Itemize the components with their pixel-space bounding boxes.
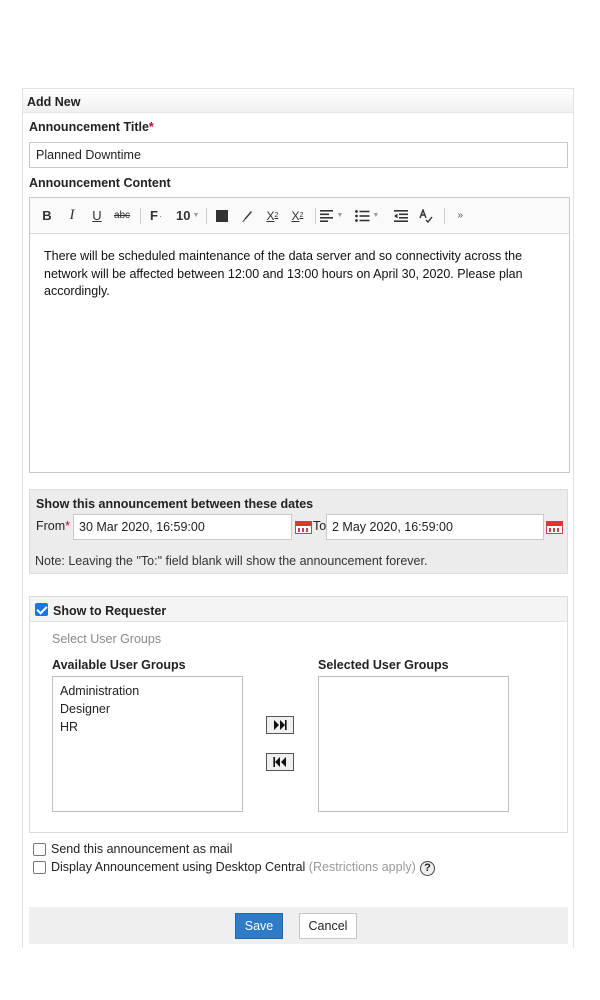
form-actions: [29, 907, 568, 944]
chevron-down-icon: ▼: [192, 212, 200, 219]
restrictions-link[interactable]: (Restrictions apply): [308, 860, 416, 874]
double-arrow-left-icon: [273, 757, 287, 767]
outdent-button[interactable]: [390, 205, 412, 227]
send-mail-label: Send this announcement as mail: [51, 842, 233, 856]
panel-title: Add New: [23, 89, 573, 113]
subscript-icon: X: [266, 208, 275, 223]
save-button[interactable]: Save: [235, 913, 283, 939]
announcement-title-label-text: Announcement Title: [29, 120, 149, 134]
font-size-value: 10: [176, 208, 191, 223]
move-left-button[interactable]: [266, 753, 294, 771]
superscript-icon: X: [291, 208, 300, 223]
cancel-button[interactable]: Cancel: [299, 913, 357, 939]
font-size-dropdown[interactable]: [176, 205, 199, 227]
selected-groups-label: Selected User Groups: [318, 658, 449, 672]
show-to-requester-checkbox[interactable]: [35, 603, 48, 616]
desktop-central-label-text: Display Announcement using Desktop Central: [51, 860, 306, 874]
brush-icon: [240, 209, 254, 223]
toolbar-separator: [140, 208, 141, 224]
from-date-input[interactable]: 30 Mar 2020, 16:59:00: [73, 514, 292, 540]
announcement-content-text[interactable]: There will be scheduled maintenance of the data server and so connectivity across the network will be affected between 12:00 and 13:00 hours on April 30, 2020. Please plan accordingly.: [44, 249, 523, 298]
superscript-icon-sup: 2: [299, 212, 304, 219]
desktop-central-checkbox[interactable]: [33, 861, 46, 874]
align-left-icon: [320, 210, 334, 222]
date-range-section: [29, 489, 568, 574]
list-item[interactable]: Administration: [60, 684, 140, 698]
toolbar-spacer: [350, 208, 351, 224]
toolbar-separator: [315, 208, 316, 224]
requester-header: [30, 597, 567, 622]
double-arrow-right-icon: [273, 720, 287, 730]
subscript-icon-sub: 2: [274, 212, 279, 219]
announcement-title-label: [29, 120, 154, 134]
align-dropdown[interactable]: [320, 205, 343, 227]
to-label: To: [313, 519, 327, 533]
color-swatch-icon: [216, 210, 228, 222]
from-label: [36, 519, 70, 533]
font-dot-icon: ·: [158, 210, 162, 221]
font-icon: F: [150, 208, 158, 223]
available-groups-list[interactable]: [52, 676, 243, 812]
date-range-title: Show this announcement between these dates: [36, 497, 314, 511]
from-label-text: From: [36, 519, 66, 533]
calendar-icon[interactable]: [546, 521, 563, 534]
chevron-down-icon: ▼: [372, 212, 380, 219]
strikethrough-button[interactable]: abc: [113, 210, 131, 221]
desktop-central-label: [51, 860, 416, 874]
move-right-button[interactable]: [266, 716, 294, 734]
requester-section: [29, 596, 568, 833]
required-mark: *: [65, 519, 71, 533]
calendar-icon[interactable]: [295, 521, 312, 534]
announcement-title-input[interactable]: Planned Downtime: [29, 142, 568, 168]
bullet-list-icon: [355, 210, 370, 222]
superscript-button[interactable]: [286, 205, 308, 227]
show-to-requester-label: Show to Requester: [53, 604, 167, 618]
announcement-content-label: Announcement Content: [29, 176, 171, 190]
add-announcement-panel: [22, 88, 574, 948]
toolbar-separator: [206, 208, 207, 224]
send-mail-checkbox[interactable]: [33, 843, 46, 856]
font-family-dropdown[interactable]: [145, 205, 167, 227]
editor-toolbar: [30, 198, 569, 234]
spell-check-icon: [419, 209, 433, 223]
available-groups-label: Available User Groups: [52, 658, 186, 672]
rich-text-editor[interactable]: [29, 197, 570, 473]
underline-button[interactable]: U: [92, 208, 102, 223]
double-chevron-down-icon: »: [457, 210, 464, 221]
list-item[interactable]: Designer: [60, 702, 111, 716]
list-item[interactable]: HR: [60, 720, 79, 734]
select-user-groups-label: Select User Groups: [52, 632, 162, 646]
to-date-input[interactable]: 2 May 2020, 16:59:00: [326, 514, 544, 540]
toolbar-separator: [444, 208, 445, 224]
chevron-down-icon: ▼: [336, 212, 344, 219]
text-color-button[interactable]: [211, 205, 233, 227]
help-icon[interactable]: ?: [420, 861, 435, 876]
bullet-list-dropdown[interactable]: [355, 205, 379, 227]
date-note: Note: Leaving the "To:" field blank will show the announcement forever.: [35, 554, 428, 568]
selected-groups-list[interactable]: [318, 676, 509, 812]
more-options-button[interactable]: [449, 205, 471, 227]
highlight-button[interactable]: [236, 205, 258, 227]
spell-check-button[interactable]: [415, 205, 437, 227]
bold-button[interactable]: B: [42, 208, 52, 223]
italic-button[interactable]: I: [69, 207, 75, 223]
outdent-icon: [394, 210, 408, 222]
required-mark: *: [148, 120, 154, 134]
subscript-button[interactable]: [261, 205, 283, 227]
